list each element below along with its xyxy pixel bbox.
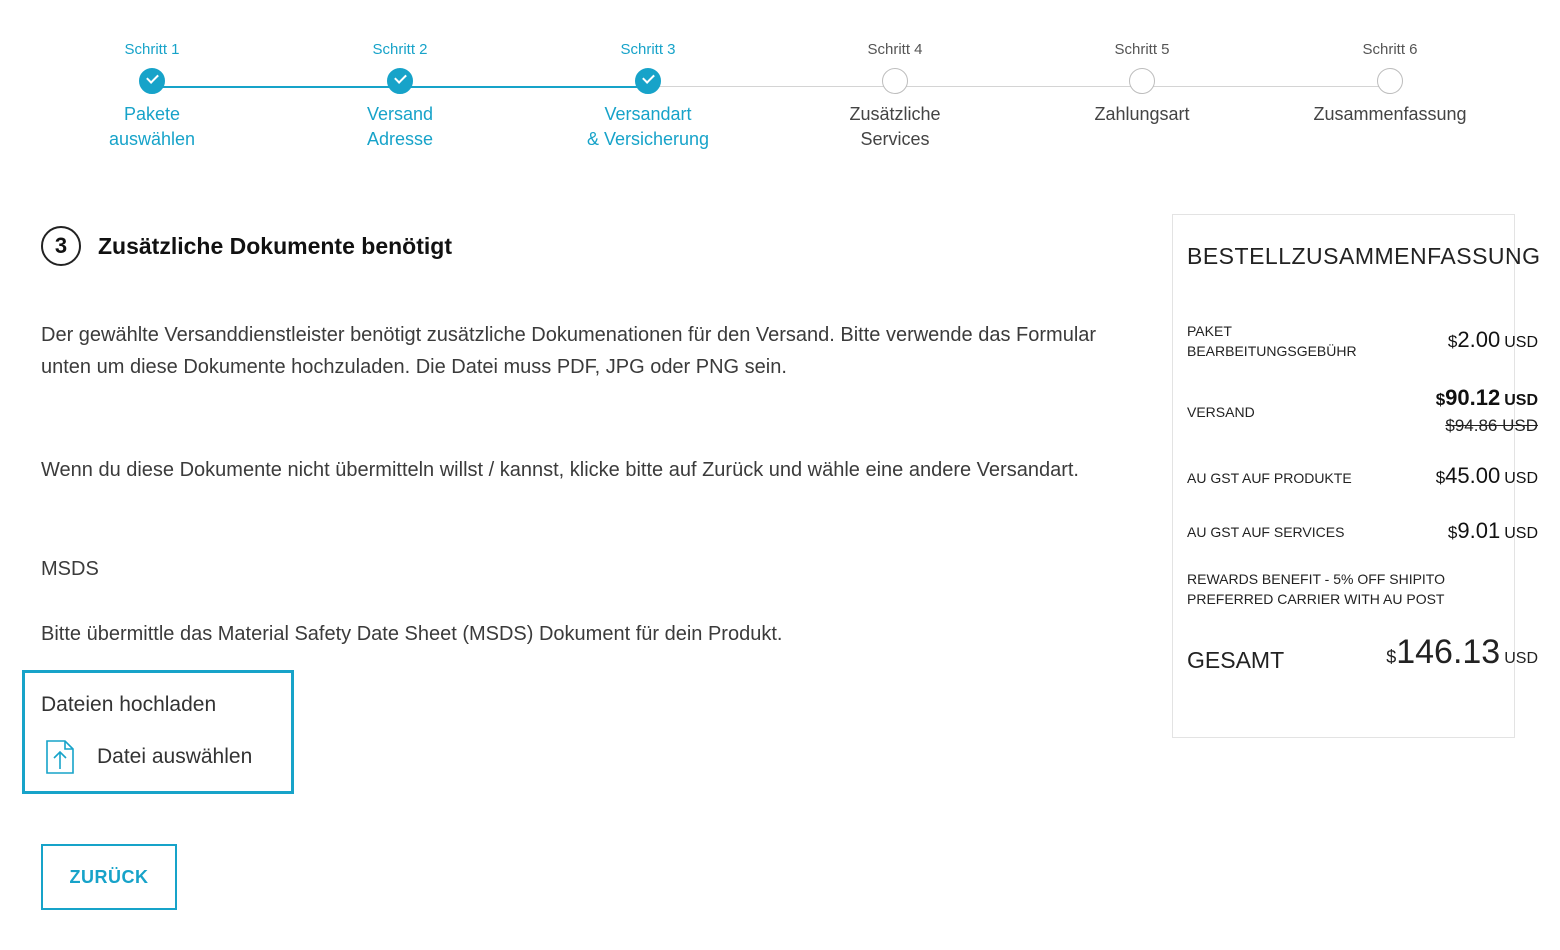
currency: USD (1504, 470, 1538, 487)
msds-description: Bitte übermittle das Material Safety Date Sheet (MSDS) Dokument für dein Produkt. (41, 623, 783, 645)
step-4 (785, 40, 1005, 152)
currency: USD (1504, 392, 1538, 409)
original-price: $94.86 USD (1445, 416, 1538, 435)
section-title: Zusätzliche Dokumente benötigt (98, 232, 452, 259)
amount-value: 45.00 (1445, 463, 1501, 488)
step-label: Zusammenfassung (1313, 104, 1467, 124)
checkout-stepper (0, 0, 1560, 180)
dollar-sign: $ (1386, 647, 1397, 667)
step-number: Schritt 5 (1114, 41, 1170, 58)
step-label: Versand Adresse (366, 104, 434, 149)
step-6 (1280, 40, 1500, 127)
total-value: 146.13 (1396, 633, 1501, 671)
dollar-sign: $ (1447, 332, 1458, 351)
total-amount (1386, 633, 1538, 672)
step-number: Schritt 1 (124, 41, 180, 58)
summary-row-amount (1436, 463, 1538, 489)
file-upload-panel (22, 670, 294, 794)
step-3[interactable] (538, 40, 758, 152)
check-icon (635, 68, 661, 94)
summary-row-label: AU GST AUF SERVICES (1187, 524, 1345, 540)
choose-file-button[interactable] (45, 739, 252, 775)
step-2[interactable] (290, 40, 510, 152)
summary-row-amount (1448, 327, 1538, 353)
summary-row-label: AU GST AUF PRODUKTE (1187, 470, 1352, 486)
currency: USD (1504, 525, 1538, 542)
dollar-sign: $ (1435, 468, 1446, 487)
currency: USD (1504, 650, 1538, 667)
step-5 (1032, 40, 1252, 127)
dollar-sign: $ (1435, 390, 1446, 409)
step-number: Schritt 4 (867, 41, 923, 58)
currency: USD (1504, 334, 1538, 351)
check-icon (387, 68, 413, 94)
summary-row-amount (1436, 385, 1538, 411)
step-label: Versandart & Versicherung (586, 104, 710, 149)
info-paragraph-back: Wenn du diese Dokumente nicht übermitteln willst / kannst, klicke bitte auf Zurück und wähle eine andere Versandart. (41, 459, 1079, 481)
summary-row-label: VERSAND (1187, 404, 1255, 420)
empty-circle-icon (1377, 68, 1403, 94)
summary-title: BESTELLZUSAMMENFASSUNG (1187, 243, 1541, 269)
choose-file-label: Datei auswählen (97, 745, 253, 768)
amount-value: 90.12 (1445, 385, 1501, 410)
empty-circle-icon (1129, 68, 1155, 94)
empty-circle-icon (882, 68, 908, 94)
back-button[interactable]: ZURÜCK (41, 844, 177, 910)
progress-line-remaining (648, 86, 1390, 87)
summary-row-amount (1448, 518, 1538, 544)
step-number: Schritt 6 (1362, 41, 1418, 58)
rewards-note: REWARDS BENEFIT - 5% OFF SHIPITO PREFERRED CARRIER WITH AU POST (1187, 571, 1445, 607)
upload-title: Dateien hochladen (41, 693, 217, 716)
upload-file-icon (45, 739, 75, 775)
step-label: Pakete auswählen (108, 104, 196, 149)
info-paragraph: Der gewählte Versanddienstleister benötigt zusätzliche Dokumenationen für den Versand. Bitte verwende das Formular unten um diese Dokumente hochzuladen. Die Datei muss PDF, JPG oder PNG sein. (41, 324, 1097, 378)
step-1[interactable] (42, 40, 262, 152)
total-label: GESAMT (1187, 647, 1285, 673)
order-summary-card (1172, 214, 1541, 738)
amount-value: 9.01 (1457, 518, 1501, 543)
step-number: Schritt 2 (372, 41, 428, 58)
step-label: Zahlungsart (1094, 104, 1190, 124)
step-label: Zusätzliche Services (849, 104, 941, 149)
summary-row-label: PAKET BEARBEITUNGSGEBÜHR (1187, 323, 1357, 359)
step-number: Schritt 3 (620, 41, 676, 58)
check-icon (139, 68, 165, 94)
section-number-badge: 3 (41, 226, 81, 266)
msds-heading: MSDS (41, 558, 99, 580)
dollar-sign: $ (1447, 523, 1458, 542)
amount-value: 2.00 (1457, 327, 1501, 352)
section-header (41, 226, 452, 266)
